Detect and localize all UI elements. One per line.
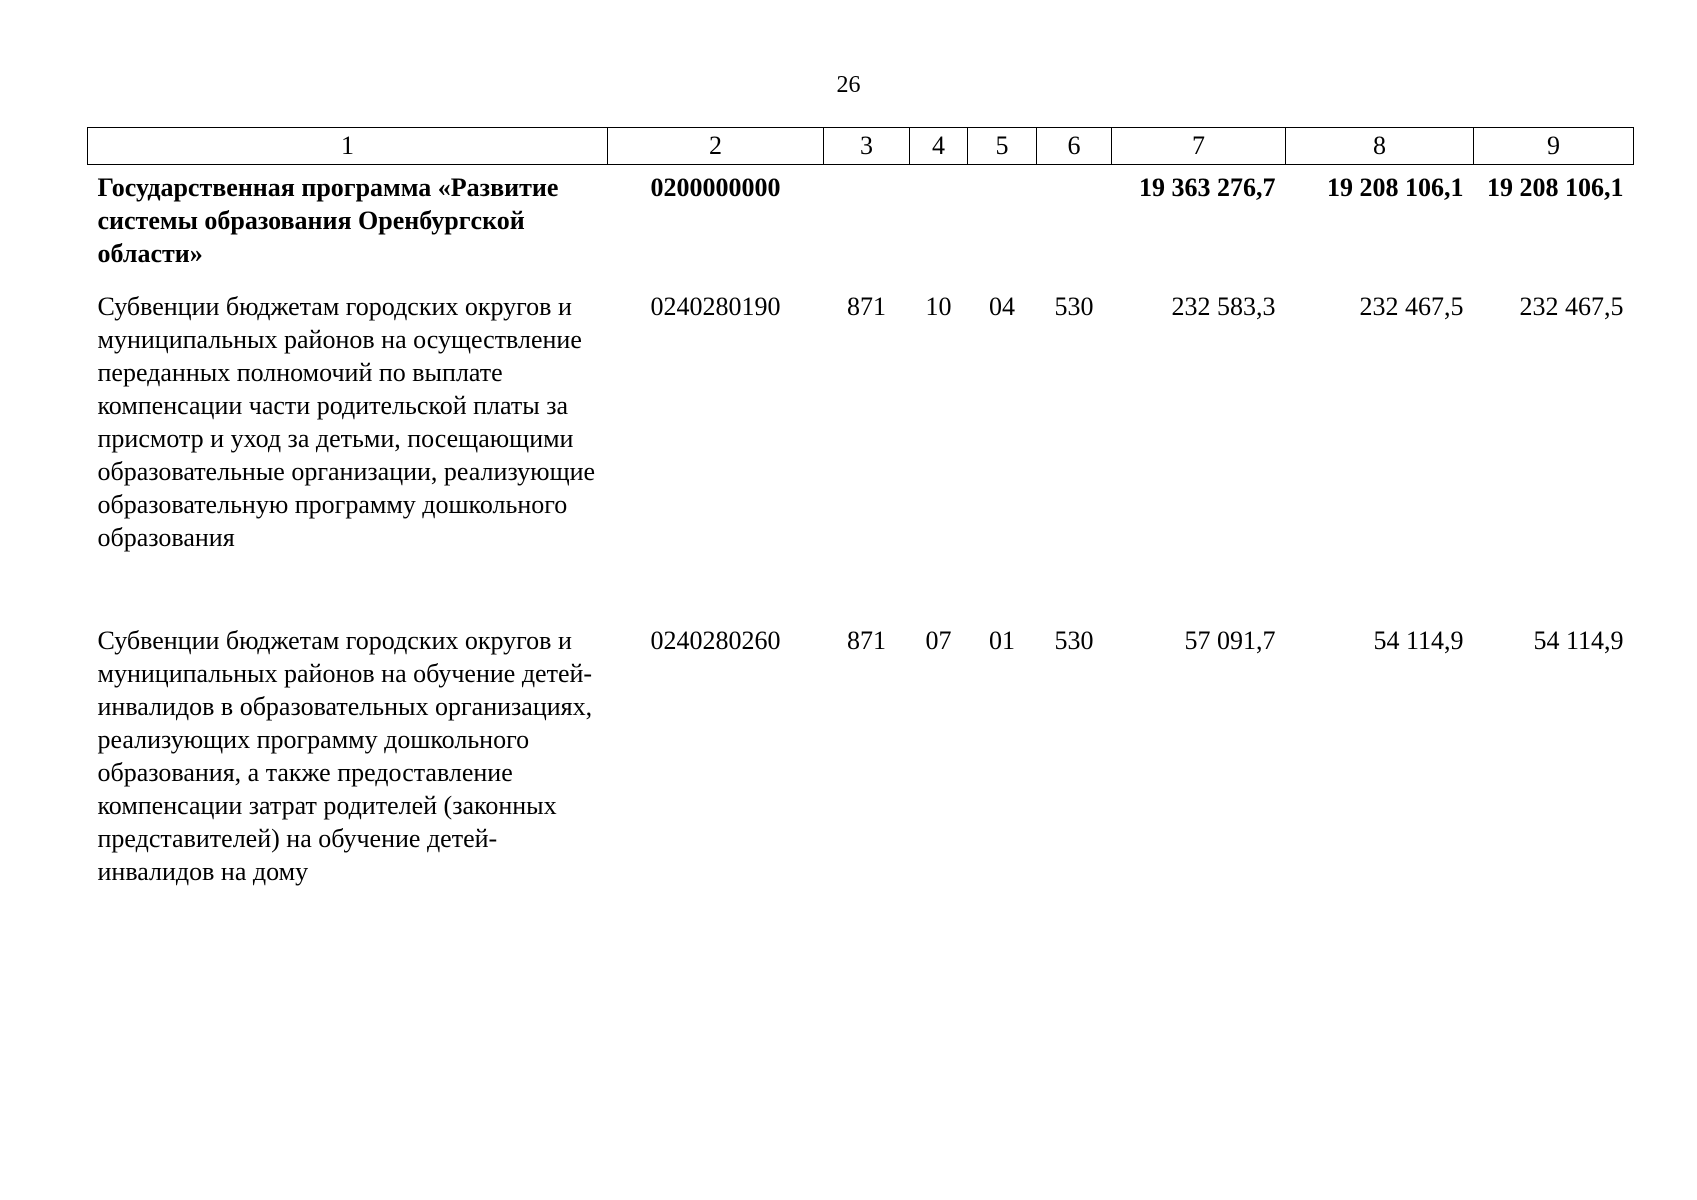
row-col4 <box>910 165 968 285</box>
header-col-7: 7 <box>1112 128 1286 165</box>
row-col5 <box>968 165 1037 285</box>
row-col6: 530 <box>1054 292 1094 321</box>
row-col3: 871 <box>847 292 886 321</box>
header-row <box>88 128 1634 165</box>
row-col7: 19 363 276,7 <box>1139 173 1276 202</box>
header-col-3: 3 <box>824 128 910 165</box>
header-col-4: 4 <box>910 128 968 165</box>
row-col8: 19 208 106,1 <box>1327 173 1464 202</box>
row-description: Государственная программа «Развитие системы образования Оренбургской области» <box>97 173 559 268</box>
row-col9: 54 114,9 <box>1533 626 1624 655</box>
row-code: 0240280190 <box>650 292 781 321</box>
row-col8: 232 467,5 <box>1359 292 1464 321</box>
header-col-1: 1 <box>88 128 608 165</box>
table-row <box>88 618 1634 888</box>
row-col3 <box>824 165 910 285</box>
header-col-6: 6 <box>1037 128 1112 165</box>
row-col4: 07 <box>925 626 952 655</box>
row-description: Субвенции бюджетам городских округов и муниципальных районов на обучение детей-инвалидов в образовательных организациях, реализующих программу дошкольного образования, а также предоставление компенсации затрат родителей (законных представителей) на обучение детей-инвалидов на дому <box>97 626 593 886</box>
budget-table <box>87 127 1634 888</box>
row-code: 0240280260 <box>650 626 781 655</box>
header-col-5: 5 <box>968 128 1037 165</box>
table-row <box>88 165 1634 285</box>
row-col7: 232 583,3 <box>1171 292 1276 321</box>
row-col6: 530 <box>1054 626 1094 655</box>
header-col-2: 2 <box>608 128 824 165</box>
row-col5: 04 <box>989 292 1015 321</box>
page-number: 26 <box>836 72 861 98</box>
row-col9: 232 467,5 <box>1519 292 1624 321</box>
row-col4: 10 <box>925 292 952 321</box>
row-col6 <box>1037 165 1112 285</box>
row-col3: 871 <box>847 626 886 655</box>
row-col7: 57 091,7 <box>1184 626 1276 655</box>
header-col-8: 8 <box>1286 128 1474 165</box>
row-col5: 01 <box>989 626 1015 655</box>
row-col9: 19 208 106,1 <box>1487 173 1624 202</box>
row-code: 0200000000 <box>650 173 781 202</box>
row-description: Субвенции бюджетам городских округов и муниципальных районов на осуществление переданных полномочий по выплате компенсации части родительской платы за присмотр и уход за детьми, посещающими образовательные организации, реализующие образовательную программу дошкольного образования <box>97 292 596 552</box>
header-col-9: 9 <box>1474 128 1634 165</box>
table-row <box>88 284 1634 618</box>
row-col8: 54 114,9 <box>1373 626 1464 655</box>
